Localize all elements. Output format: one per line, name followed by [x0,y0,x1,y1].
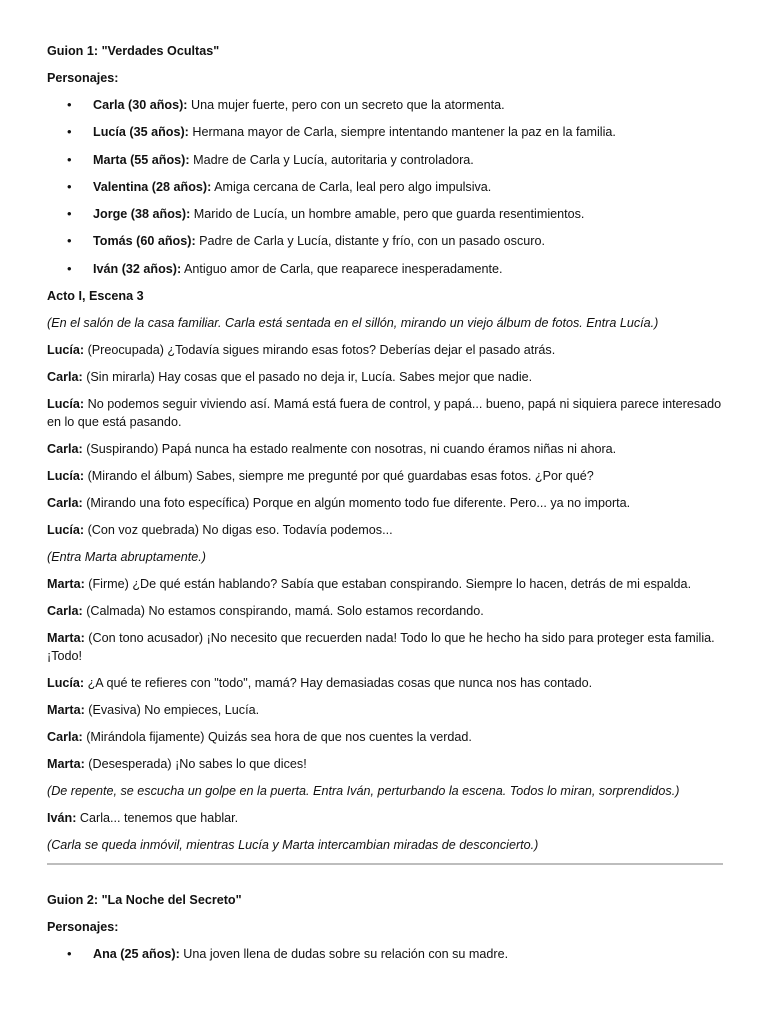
speaker-name: Lucía: [47,343,85,358]
script-title: Guion 2: "La Noche del Secreto" [47,893,242,908]
horizontal-divider [47,863,723,865]
speaker-name: Marta: [47,631,85,646]
speaker-name: Carla: [47,730,83,745]
character-name: Tomás (60 años): [93,234,196,249]
dialogue-line [47,368,727,386]
character-item [47,260,727,278]
speaker-name: Carla: [47,442,83,457]
bullet-icon: • [67,233,72,249]
speaker-name: Carla: [47,496,83,511]
dialogue-text: (Preocupada) ¿Todavía sigues mirando esas fotos? Deberías dejar el pasado atrás. [84,343,556,358]
character-item [47,151,727,169]
dialogue-text: (Con tono acusador) ¡No necesito que recuerden nada! Todo lo que he hecho ha sido para proteger esta familia. ¡Todo! [47,631,715,664]
character-desc: Amiga cercana de Carla, leal pero algo impulsiva. [211,179,492,194]
dialogue-text: (Evasiva) No empieces, Lucía. [84,703,260,718]
character-name: Iván (32 años): [93,261,182,276]
characters-heading: Personajes: [47,920,119,935]
character-name: Jorge (38 años): [93,207,191,222]
stage-direction: (Carla se queda inmóvil, mientras Lucía y Marta intercambian miradas de desconcierto.) [47,838,539,853]
dialogue-text: (Suspirando) Papá nunca ha estado realmente con nosotras, ni cuando éramos niñas ni ahora. [82,442,617,457]
dialogue-line [47,395,727,431]
dialogue-text: (Mirándola fijamente) Quizás sea hora de que nos cuentes la verdad. [82,730,472,745]
speaker-name: Iván: [47,811,77,826]
dialogue-text: (Calmada) No estamos conspirando, mamá. Solo estamos recordando. [82,604,484,619]
character-name: Lucía (35 años): [93,125,189,140]
character-name: Valentina (28 años): [93,179,212,194]
speaker-name: Lucía: [47,523,85,538]
dialogue-line [47,602,727,620]
stage-direction: (Entra Marta abruptamente.) [47,550,206,565]
dialogue-line [47,575,727,593]
script-title: Guion 1: "Verdades Ocultas" [47,44,220,58]
speaker-name: Marta: [47,577,85,592]
speaker-name: Lucía: [47,397,85,412]
dialogue-text: (Mirando el álbum) Sabes, siempre me pregunté por qué guardabas esas fotos. ¿Por qué? [84,469,594,484]
character-desc: Madre de Carla y Lucía, autoritaria y controladora. [189,152,474,167]
dialogue-text: Carla... tenemos que hablar. [76,811,239,826]
dialogue-text: (Desesperada) ¡No sabes lo que dices! [84,757,307,772]
dialogue-text: (Con voz quebrada) No digas eso. Todavía podemos... [84,523,393,538]
dialogue-line [47,440,727,458]
bullet-icon: • [67,260,72,276]
dialogue-line [47,728,727,746]
bullet-icon: • [67,178,72,194]
character-name: Ana (25 años): [93,947,180,962]
stage-direction: (En el salón de la casa familiar. Carla está sentada en el sillón, mirando un viejo álbum de fotos. Entra Lucía.) [47,316,659,331]
dialogue-line [47,341,727,359]
speaker-name: Carla: [47,370,83,385]
bullet-icon: • [67,124,72,140]
characters-heading: Personajes: [47,71,119,85]
character-desc: Hermana mayor de Carla, siempre intentando mantener la paz en la familia. [188,125,616,140]
dialogue-line [47,629,727,665]
speaker-name: Marta: [47,703,85,718]
dialogue-text: (Firme) ¿De qué están hablando? Sabía que estaban conspirando. Siempre lo hacen, detrás de mi espalda. [84,577,692,592]
speaker-name: Lucía: [47,676,85,691]
bullet-icon: • [67,946,72,962]
dialogue-line [47,755,727,773]
bullet-icon: • [67,206,72,222]
dialogue-line [47,521,727,539]
character-item [47,123,727,141]
document-body [47,42,727,972]
bullet-icon: • [67,97,72,112]
character-item [47,945,727,963]
character-desc: Marido de Lucía, un hombre amable, pero que guarda resentimientos. [190,207,585,222]
character-list [47,96,727,278]
stage-direction: (De repente, se escucha un golpe en la puerta. Entra Iván, perturbando la escena. Todos lo miran, sorprendidos.) [47,784,680,799]
speaker-name: Marta: [47,757,85,772]
dialogue-line [47,467,727,485]
character-desc: Una joven llena de dudas sobre su relación con su madre. [179,947,509,962]
character-item [47,205,727,223]
character-desc: Una mujer fuerte, pero con un secreto que la atormenta. [187,98,505,112]
bullet-icon: • [67,151,72,167]
dialogue-text: No podemos seguir viviendo así. Mamá está fuera de control, y papá... bueno, papá ni siquiera parece interesado en lo que está pasando. [47,397,722,430]
speaker-name: Lucía: [47,469,85,484]
dialogue-text: (Mirando una foto específica) Porque en algún momento todo fue diferente. Pero... ya no importa. [82,496,631,511]
character-desc: Antiguo amor de Carla, que reaparece inesperadamente. [181,261,503,276]
character-name: Marta (55 años): [93,152,190,167]
dialogue-line [47,809,727,827]
dialogue-text: ¿A qué te refieres con "todo", mamá? Hay demasiadas cosas que nunca nos has contado. [84,676,593,691]
scene-heading: Acto I, Escena 3 [47,289,144,304]
dialogue-line [47,674,727,692]
dialogue-line [47,494,727,512]
dialogue-text: (Sin mirarla) Hay cosas que el pasado no deja ir, Lucía. Sabes mejor que nadie. [82,370,533,385]
dialogue-line [47,701,727,719]
character-item [47,232,727,250]
character-item [47,96,727,114]
character-list [47,945,727,963]
character-desc: Padre de Carla y Lucía, distante y frío, con un pasado oscuro. [195,234,545,249]
character-name: Carla (30 años): [93,98,188,112]
speaker-name: Carla: [47,604,83,619]
character-item [47,178,727,196]
